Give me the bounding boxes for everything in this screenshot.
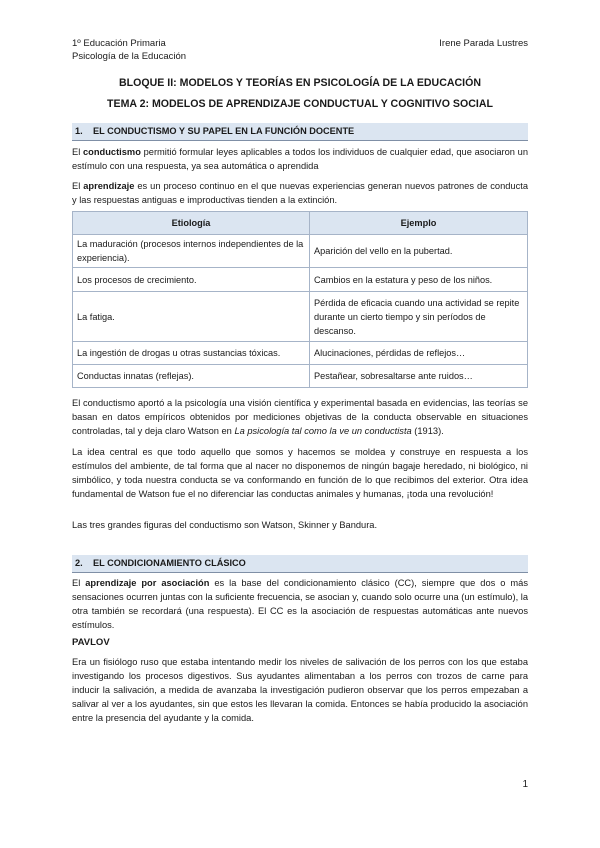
section-2-number: 2. bbox=[75, 558, 83, 568]
paragraph-aprendizaje bbox=[72, 179, 528, 207]
course-label: 1º Educación Primaria bbox=[72, 38, 166, 49]
header-left bbox=[72, 37, 186, 63]
subject-label: Psicología de la Educación bbox=[72, 51, 187, 62]
paragraph-pavlov bbox=[72, 655, 528, 725]
table-cell: La ingestión de drogas u otras sustancias tóxicas. bbox=[73, 342, 310, 365]
table-header-row bbox=[73, 212, 528, 235]
section-1-number: 1. bbox=[75, 126, 83, 136]
table-row bbox=[73, 342, 528, 365]
bold-term: aprendizaje por asociación bbox=[85, 578, 210, 588]
table-cell: Conductas innatas (reflejas). bbox=[73, 365, 310, 388]
paragraph-idea-central bbox=[72, 445, 528, 501]
paragraph-asociacion bbox=[72, 576, 528, 632]
table-row bbox=[73, 268, 528, 292]
text-run: permitió formular leyes aplicables a todos los individuos de cualquier edad, que asociaron un estímulo con una respuesta, ya sea automática o aprendida bbox=[72, 147, 529, 171]
text-run: El bbox=[72, 578, 86, 588]
bold-term: conductismo bbox=[83, 147, 141, 157]
pavlov-heading: PAVLOV bbox=[72, 637, 110, 648]
table-cell: Alucinaciones, pérdidas de reflejos… bbox=[310, 342, 528, 365]
section-2-title: EL CONDICIONAMIENTO CLÁSICO bbox=[93, 558, 246, 568]
table-row bbox=[73, 365, 528, 388]
page-number: 1 bbox=[522, 779, 528, 790]
section-2-heading bbox=[72, 555, 528, 573]
text-run: Las tres grandes figuras del conductismo son Watson, Skinner y Bandura. bbox=[72, 520, 378, 530]
text-run: (1913). bbox=[411, 426, 444, 436]
table-cell: Aparición del vello en la pubertad. bbox=[310, 235, 528, 268]
document-titles bbox=[72, 76, 528, 111]
table-cell: La fatiga. bbox=[73, 292, 310, 342]
etiology-table bbox=[72, 211, 528, 388]
text-run: Era un fisiólogo ruso que estaba intentando medir los niveles de salivación de los perros con los que estaba investigando los procesos digestivos. Sus ayudantes alimentaban a los perros con trozos de carne para inducir la salivación, a medida de avanzaba la investigación pudieron observar que los perros empezaban a salivar al ver a los ayudantes, sin que estos les llevaran la comida. Entonces se había producido la asociación entre la presencia del ayudante y la comida. bbox=[72, 657, 528, 723]
text-run: es la base del condicionamiento clásico (CC), siempre que dos o más sensaciones ocurren juntas con la suficiente frecuencia, se asocian y, cuando solo ocurre una (un estímulo), la otra también se recordará (una respuesta). El CC es la asociación de respuestas automáticas ante nuevos estímulos. bbox=[72, 578, 528, 630]
table-cell: Pestañear, sobresaltarse ante ruidos… bbox=[310, 365, 528, 388]
table-cell: Los procesos de crecimiento. bbox=[73, 268, 310, 292]
column-header-ejemplo: Ejemplo bbox=[310, 212, 528, 235]
table-cell: Pérdida de eficacia cuando una actividad se repite durante un cierto tiempo y sin períodos de descanso. bbox=[310, 292, 528, 342]
section-1-heading bbox=[72, 123, 528, 141]
paragraph-watson bbox=[72, 396, 528, 438]
column-header-etiologia: Etiología bbox=[73, 212, 310, 235]
section-1-title: EL CONDUCTISMO Y SU PAPEL EN LA FUNCIÓN DOCENTE bbox=[93, 126, 355, 136]
table-row bbox=[73, 292, 528, 342]
paragraph-figuras bbox=[72, 518, 528, 532]
text-run: El bbox=[72, 181, 84, 191]
book-title: La psicología tal como la ve un conductista bbox=[234, 426, 412, 436]
block-title: BLOQUE II: MODELOS Y TEORÍAS EN PSICOLOGÍA DE LA EDUCACIÓN bbox=[119, 77, 481, 89]
paragraph-conductismo bbox=[72, 145, 528, 173]
bold-term: aprendizaje bbox=[83, 181, 135, 191]
table-cell: Cambios en la estatura y peso de los niños. bbox=[310, 268, 528, 292]
topic-title: TEMA 2: MODELOS DE APRENDIZAJE CONDUCTUAL Y COGNITIVO SOCIAL bbox=[107, 98, 493, 110]
text-run: La idea central es que todo aquello que somos y hacemos se moldea y construye en respuesta a los estímulos del ambiente, de tal forma que al nacer no disponemos de ningún bagaje heredado, ni biológico, ni simbólico, y toda nuestra conducta se va conformando en función de lo que recibimos del exterior. Otra idea fundamental de Watson fue el no diferenciar las conductas animales y humanas, ¡toda una revolución! bbox=[72, 447, 528, 499]
text-run: es un proceso continuo en el que nuevas experiencias generan nuevos patrones de conducta y las respuestas antiguas e improductivas tienden a la extinción. bbox=[72, 181, 528, 205]
text-run: El bbox=[72, 147, 84, 157]
text-run: El conductismo aportó a la psicología una visión científica y experimental basada en evidencias, las teorías se basan en datos empíricos obtenidos por mediciones objetivas de la conducta observable en situaciones controladas, tal y deja claro Watson en bbox=[72, 398, 528, 436]
author-name: Irene Parada Lustres bbox=[439, 38, 528, 49]
table-row bbox=[73, 235, 528, 268]
table-cell: La maduración (procesos internos independientes de la experiencia). bbox=[73, 235, 310, 268]
